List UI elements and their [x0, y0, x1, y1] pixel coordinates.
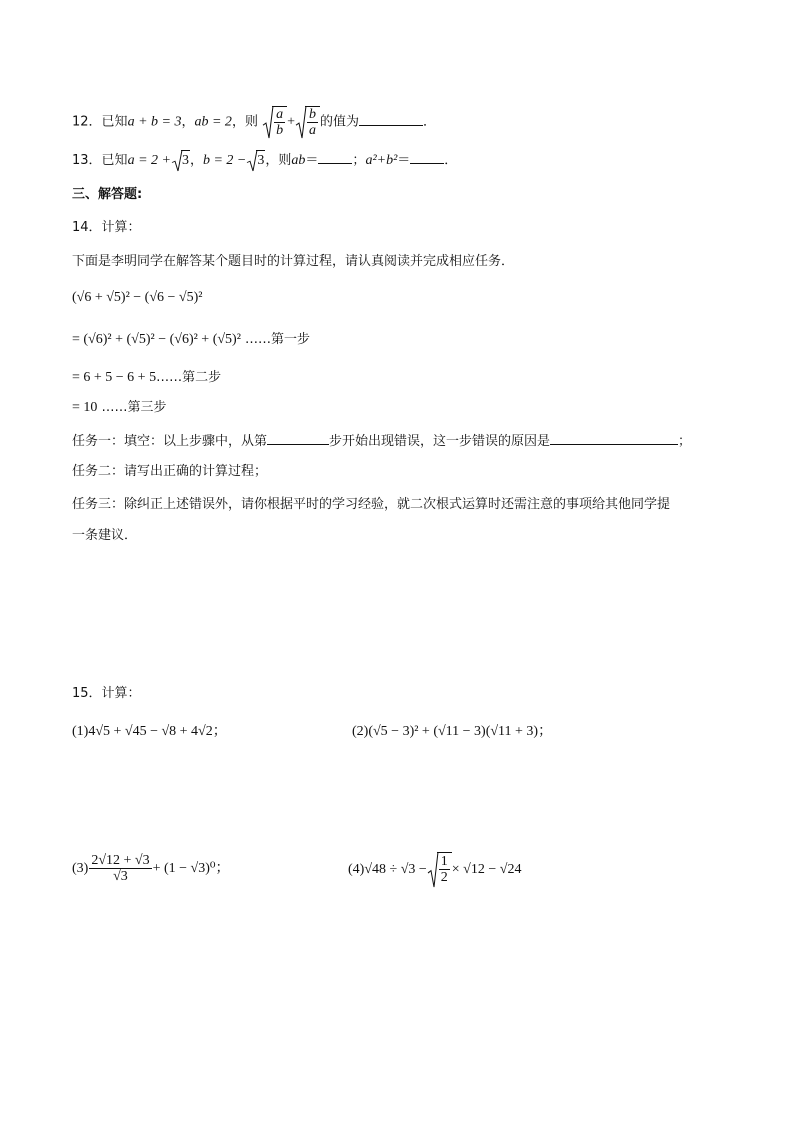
- question-number: 13．: [72, 153, 102, 168]
- question-13: 13．已知a = 2 + 3，b = 2 − 3，则ab＝ ；a²+b²＝ ．: [72, 149, 457, 171]
- step-3: = 10 ……第三步: [72, 400, 167, 415]
- section-heading: 三、解答题:: [72, 187, 143, 202]
- answer-blank-reason[interactable]: [550, 430, 678, 445]
- step-2: = 6 + 5 − 6 + 5……第二步: [72, 370, 222, 385]
- expression-line: (√6 + √5)² − (√6 − √5)²: [72, 290, 203, 305]
- task-3-cont: 一条建议．: [72, 528, 138, 543]
- answer-blank-sq[interactable]: [410, 149, 444, 164]
- step-1: = (√6)² + (√5)² − (√6)² + (√5)² ……第一步: [72, 332, 311, 347]
- sqrt-b-over-a: $\frac{b}{a}$: [296, 106, 320, 138]
- answer-blank[interactable]: [359, 111, 423, 126]
- question-15-title: 15．计算：: [72, 686, 141, 701]
- task-3: 任务三：除纠正上述错误外，请你根据平时的学习经验，就二次根式运算时还需注意的事项给其他同学提: [72, 497, 671, 512]
- task-2: 任务二：请写出正确的计算过程；: [72, 464, 268, 479]
- problem-1: (1)4√5 + √45 − √8 + 4√2；: [72, 724, 227, 739]
- sqrt-half: $\frac{1}{2}$: [428, 852, 452, 887]
- task-1: 任务一：填空：以上步骤中，从第 步开始出现错误，这一步错误的原因是 ；: [72, 430, 691, 452]
- problem-4: (4)√48 ÷ √3 − $\frac{1}{2}$ × √12 − √24: [348, 852, 521, 887]
- question-14-intro: 下面是李明同学在解答某个题目时的计算过程，请认真阅读并完成相应任务．: [72, 254, 515, 269]
- problem-2: (2)(√5 − 3)² + (√11 − 3)(√11 + 3)；: [352, 724, 553, 739]
- fraction: $\frac{2√12 + √3}{√3}$: [91, 853, 150, 885]
- sqrt-a-over-b: $\frac{a}{b}$: [263, 106, 287, 138]
- question-number: 12．: [72, 114, 102, 130]
- problem-3: (3) $\frac{2√12 + √3}{√3}$ + (1 − √3)⁰；: [72, 853, 230, 885]
- question-14-title: 14．计算：: [72, 220, 141, 235]
- answer-blank-step[interactable]: [267, 430, 329, 445]
- question-12: 12．已知a + b = 3，ab = 2，则 $\frac{a}{b}$ + $\frac{b}{a}$ 的值为 ．: [72, 107, 437, 138]
- answer-blank-ab[interactable]: [318, 149, 352, 164]
